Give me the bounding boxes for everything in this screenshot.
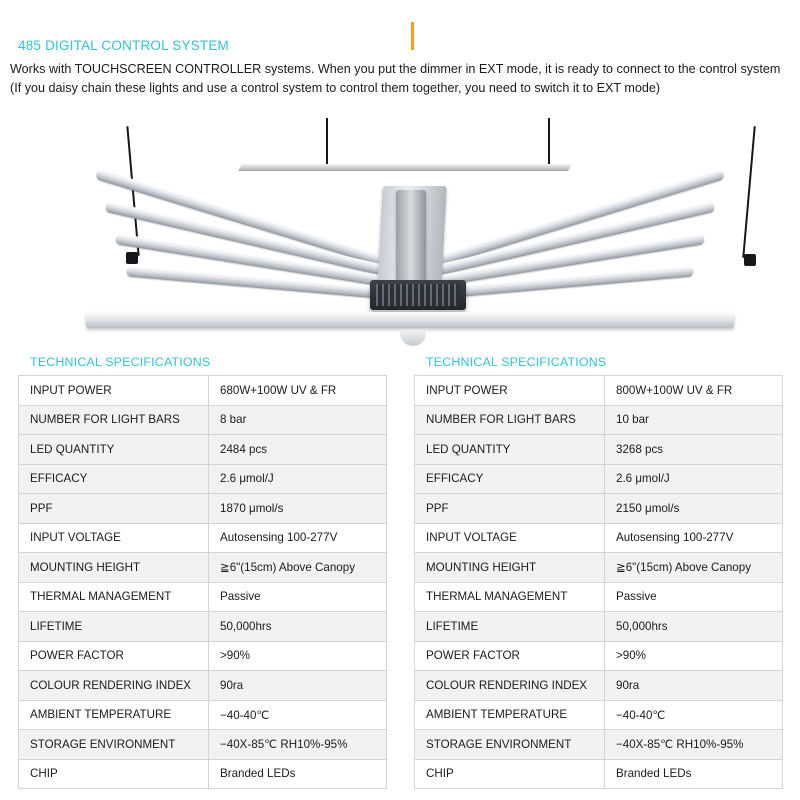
spec-key: INPUT POWER xyxy=(415,376,605,406)
spec-key: POWER FACTOR xyxy=(19,641,209,671)
table-row xyxy=(415,523,783,553)
table-row xyxy=(415,641,783,671)
spec-key: LED QUANTITY xyxy=(415,435,605,465)
spec-key: INPUT VOLTAGE xyxy=(19,523,209,553)
table-row xyxy=(19,553,387,583)
spec-key: AMBIENT TEMPERATURE xyxy=(415,700,605,730)
table-row xyxy=(415,759,783,789)
intro-text xyxy=(10,60,790,98)
spec-value: 2150 μmol/s xyxy=(605,494,783,524)
spec-value: Passive xyxy=(209,582,387,612)
spec-key: PPF xyxy=(19,494,209,524)
spec-key: EFFICACY xyxy=(19,464,209,494)
spec-value: ≧6"(15cm) Above Canopy xyxy=(605,553,783,583)
spec-value: Passive xyxy=(605,582,783,612)
spec-value: −40X-85℃ RH10%-95% xyxy=(605,730,783,760)
spec-value: 2484 pcs xyxy=(209,435,387,465)
dimmer-knob xyxy=(400,330,426,346)
spec-key: COLOUR RENDERING INDEX xyxy=(19,671,209,701)
spec-key: STORAGE ENVIRONMENT xyxy=(415,730,605,760)
spec-value: 90ra xyxy=(209,671,387,701)
accent-tick xyxy=(411,22,414,50)
table-row xyxy=(19,671,387,701)
intro-line-2: (If you daisy chain these lights and use a control system to control them together, you need to switch it to EXT mode) xyxy=(10,81,661,95)
table-row xyxy=(19,582,387,612)
table-row xyxy=(415,700,783,730)
table-row xyxy=(19,464,387,494)
table-row xyxy=(415,553,783,583)
specifications-table xyxy=(18,375,387,789)
table-row xyxy=(19,523,387,553)
spec-value: Branded LEDs xyxy=(209,759,387,789)
specifications-table xyxy=(414,375,783,789)
table-row xyxy=(19,641,387,671)
spec-value: Branded LEDs xyxy=(605,759,783,789)
table-row xyxy=(19,494,387,524)
spec-key: NUMBER FOR LIGHT BARS xyxy=(19,405,209,435)
table-row xyxy=(19,435,387,465)
led-grow-light-bar-fixture xyxy=(80,118,740,328)
spec-value: >90% xyxy=(605,641,783,671)
table-row xyxy=(415,671,783,701)
heat-sink-fins xyxy=(376,284,460,306)
spec-value: Autosensing 100-277V xyxy=(209,523,387,553)
spec-value: −40X-85℃ RH10%-95% xyxy=(209,730,387,760)
spec-value: 50,000hrs xyxy=(605,612,783,642)
spec-value: 90ra xyxy=(605,671,783,701)
spec-table-title: TECHNICAL SPECIFICATIONS xyxy=(426,355,607,369)
spec-value: 800W+100W UV & FR xyxy=(605,376,783,406)
spec-key: NUMBER FOR LIGHT BARS xyxy=(415,405,605,435)
table-row xyxy=(415,405,783,435)
spec-value: 10 bar xyxy=(605,405,783,435)
spec-value: 1870 μmol/s xyxy=(209,494,387,524)
table-row xyxy=(19,612,387,642)
spec-value: 2.6 μmol/J xyxy=(209,464,387,494)
spec-key: AMBIENT TEMPERATURE xyxy=(19,700,209,730)
intro-line-1: Works with TOUCHSCREEN CONTROLLER systems. When you put the dimmer in EXT mode, it is ready to connect to the control system xyxy=(10,62,781,76)
cable-clip-right xyxy=(744,254,756,266)
spec-value: 2.6 μmol/J xyxy=(605,464,783,494)
page-title: 485 DIGITAL CONTROL SYSTEM xyxy=(18,38,229,53)
spec-value: >90% xyxy=(209,641,387,671)
front-mounting-rail xyxy=(86,312,734,328)
center-spine-inner xyxy=(396,190,426,286)
spec-key: PPF xyxy=(415,494,605,524)
table-row xyxy=(415,612,783,642)
spec-key: EFFICACY xyxy=(415,464,605,494)
spec-key: INPUT POWER xyxy=(19,376,209,406)
spec-value: 50,000hrs xyxy=(209,612,387,642)
spec-key: CHIP xyxy=(415,759,605,789)
spec-value: 3268 pcs xyxy=(605,435,783,465)
spec-key: MOUNTING HEIGHT xyxy=(415,553,605,583)
spec-value: Autosensing 100-277V xyxy=(605,523,783,553)
spec-key: POWER FACTOR xyxy=(415,641,605,671)
spec-table-left xyxy=(18,352,386,789)
spec-key: THERMAL MANAGEMENT xyxy=(19,582,209,612)
spec-key: LIFETIME xyxy=(415,612,605,642)
table-row xyxy=(415,730,783,760)
spec-value: 8 bar xyxy=(209,405,387,435)
table-row xyxy=(415,494,783,524)
light-bar-panel xyxy=(80,152,740,328)
spec-table-title: TECHNICAL SPECIFICATIONS xyxy=(30,355,211,369)
spec-value: ≧6"(15cm) Above Canopy xyxy=(209,553,387,583)
spec-value: 680W+100W UV & FR xyxy=(209,376,387,406)
table-row xyxy=(19,730,387,760)
spec-key: COLOUR RENDERING INDEX xyxy=(415,671,605,701)
table-row xyxy=(415,582,783,612)
spec-value: −40-40℃ xyxy=(209,700,387,730)
table-row xyxy=(19,759,387,789)
spec-key: LIFETIME xyxy=(19,612,209,642)
spec-key: STORAGE ENVIRONMENT xyxy=(19,730,209,760)
table-row xyxy=(19,376,387,406)
driver-housing xyxy=(370,280,466,310)
table-row xyxy=(415,464,783,494)
spec-key: CHIP xyxy=(19,759,209,789)
spec-key: INPUT VOLTAGE xyxy=(415,523,605,553)
spec-key: LED QUANTITY xyxy=(19,435,209,465)
spec-key: MOUNTING HEIGHT xyxy=(19,553,209,583)
spec-value: −40-40℃ xyxy=(605,700,783,730)
table-row xyxy=(415,435,783,465)
spec-table-right xyxy=(414,352,782,789)
table-row xyxy=(19,700,387,730)
table-row xyxy=(19,405,387,435)
spec-key: THERMAL MANAGEMENT xyxy=(415,582,605,612)
hanging-cable-4 xyxy=(742,126,755,258)
table-row xyxy=(415,376,783,406)
